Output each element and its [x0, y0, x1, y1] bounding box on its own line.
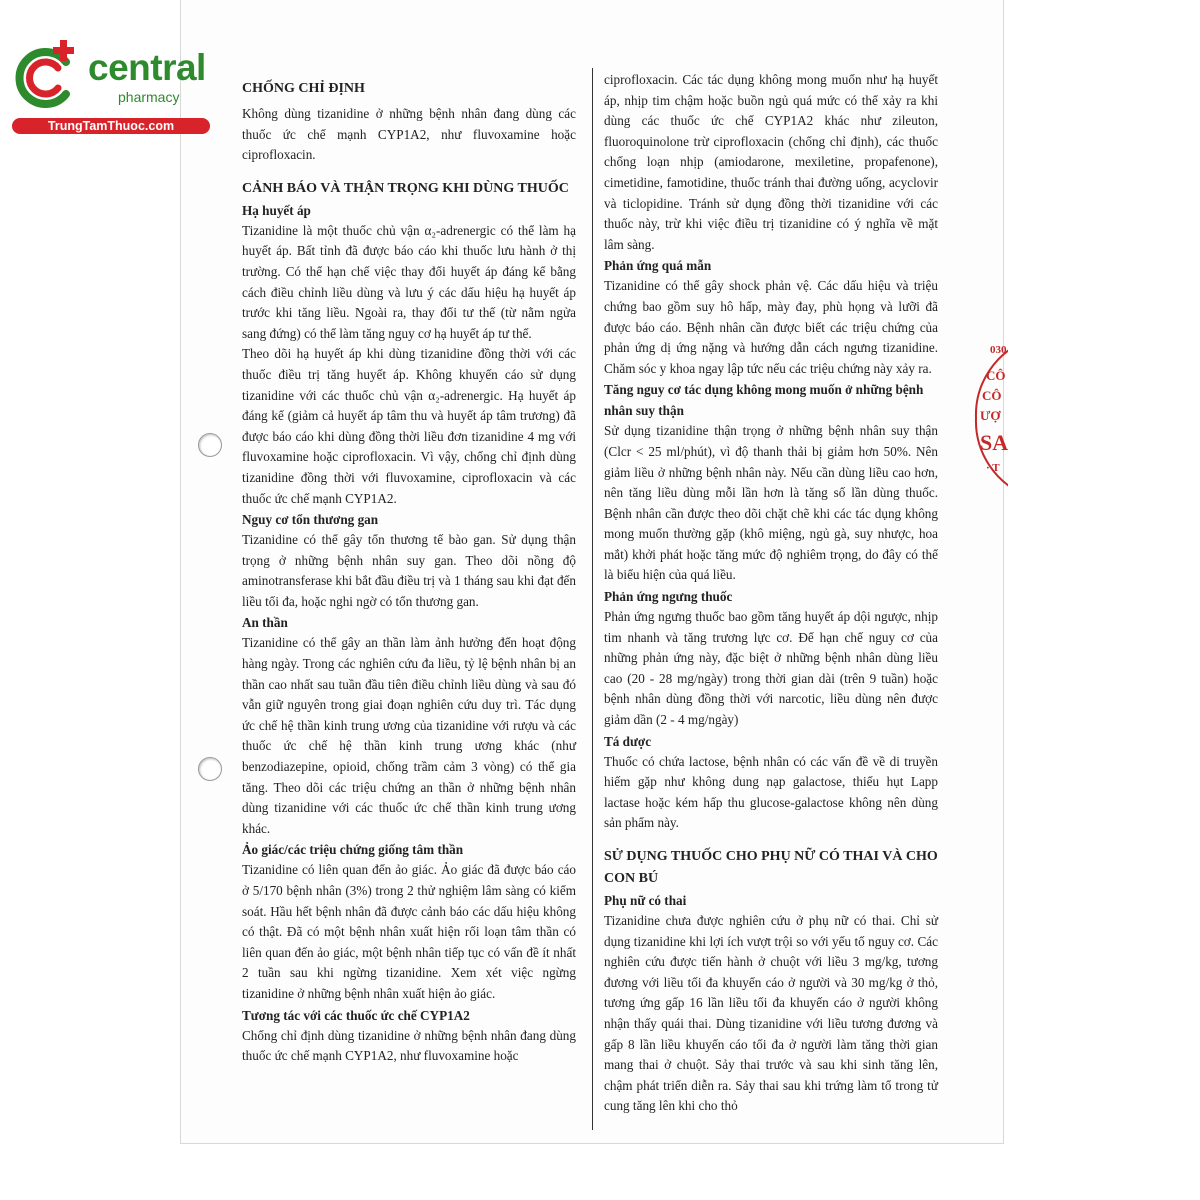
hypersensitivity-heading: Phản ứng quá mẫn [604, 258, 712, 274]
excipient-heading: Tá dược [604, 733, 652, 749]
warnings-heading: CẢNH BÁO VÀ THẬN TRỌNG KHI DÙNG THUỐC [242, 180, 569, 196]
logo-sub: pharmacy [118, 89, 180, 105]
red-stamp [968, 338, 1008, 498]
punch-hole [198, 433, 222, 457]
pregnancy-paragraph: Tizanidine chưa được nghiên cứu ở phụ nữ có thai. Chỉ sử dụng tizanidine khi lợi ích vượt trội so với yếu tố nguy cơ. Các nghiên cứu được tiến hành ở chuột với liều 3 mg/kg, tương đương với liều tối đa khuyến cáo ở người và 30 mg/kg ở thỏ, tương ứng gấp 16 lần liều tối đa khuyến cáo ở người không nhận thấy quái thai. Dùng tizanidine với liều tương đương và gấp 8 lần liều khuyến cáo tối đa ở người làm tăng thời gian mang thai ở chuột. Sảy thai trước và sau khi sinh tăng lên, chậm phát triển diễn ra. Sảy thai sau khi trứng làm tổ trong tử cung tăng lên khi cho thỏ [604, 913, 938, 1114]
hypotension-paragraph: Theo dõi hạ huyết áp khi dùng tizanidine đồng thời với các thuốc điều trị tăng huyết áp. Không khuyến cáo sử dụng tizanidine với các thuốc chủ vận α₂-adrenergic. Hạ huyết áp đáng kể (giảm cả huyết áp tâm thu và huyết áp tâm trương) đã được báo cáo khi dùng đồng thời liều đơn tizanidine 4 mg với fluvoxamine hoặc ciprofloxacin. Vì vậy, chống chỉ định dùng tizanidine đồng thời với fluvoxamine, ciprofloxacin và các thuốc ức chế mạnh CYP1A2. [242, 346, 576, 506]
hypotension-heading: Hạ huyết áp [242, 202, 311, 218]
liver-paragraph: Tizanidine có thể gây tổn thương tế bào gan. Sử dụng thận trọng ở những bệnh nhân suy gan. Theo dõi nồng độ aminotransferase khi bắt đầu điều trị và 1 tháng sau khi đạt đến liều tối đa, hoặc nghi ngờ có tổn thương gan. [242, 532, 576, 609]
hypersensitivity-paragraph: Tizanidine có thể gây shock phản vệ. Các dấu hiệu và triệu chứng bao gồm suy hô hấp, mày đay, phù họng và lưỡi đã được báo cáo. Bệnh nhân cần được biết các triệu chứng của phản ứng dị ứng nặng và hướng dẫn cách ngưng tizanidine. Chăm sóc y khoa ngay lập tức nếu các triệu chứng này xảy ra. [604, 278, 938, 376]
contraindication-text: Không dùng tizanidine ở những bệnh nhân đang dùng các thuốc ức chế mạnh CYP1A2, như fluvoxamine hoặc ciprofloxacin. [242, 106, 576, 163]
sedation-heading: An thần [242, 615, 288, 631]
stamp-text: CÔ [986, 368, 1006, 383]
renal-heading: Tăng nguy cơ tác dụng không mong muốn ở những bệnh nhân suy thận [604, 382, 924, 419]
withdrawal-heading: Phản ứng ngưng thuốc [604, 589, 733, 605]
left-column [242, 78, 576, 1067]
stamp-text: 030 [990, 344, 1007, 356]
logo-url: TrungTamThuoc.com [12, 118, 210, 134]
excipient-paragraph: Thuốc có chứa lactose, bệnh nhân có các vấn đề về di truyền hiếm gặp như không dung nạp galactose, thiếu hụt Lapp lactase hoặc kém hấp thu glucose-galactose không nên dùng sản phẩm này. [604, 753, 938, 831]
cyp1a2-heading: Tương tác với các thuốc ức chế CYP1A2 [242, 1007, 470, 1023]
renal-paragraph: Sử dụng tizanidine thận trọng ở những bệnh nhân suy thận (Clcr < 25 ml/phút), vì độ thanh thải bị giảm hơn 50%. Nên giảm liều ở những bệnh nhân này. Nếu cần dùng liều cao hơn, nên tăng liều dùng mỗi lần hơn là tăng số lần dùng thuốc. Bệnh nhân cần được theo dõi chặt chẽ khi các tác dụng không mong muốn thường gặp (khô miệng, ngủ gà, suy nhược, hoa mắt) khởi phát hoặc tăng mức độ nghiêm trọng, do đây có thể là biểu hiện của quá liều. [604, 423, 938, 583]
right-column [604, 70, 938, 1117]
cyp1a2-paragraph: Chống chỉ định dùng tizanidine ở những bệnh nhân đang dùng thuốc ức chế mạnh CYP1A2, như fluvoxamine hoặc [242, 1027, 576, 1064]
column-divider [592, 68, 593, 1130]
stamp-text: CÔ [982, 388, 1002, 403]
stamp-text: SA [980, 430, 1008, 455]
hallucination-paragraph: Tizanidine có liên quan đến ảo giác. Ảo giác đã được báo cáo ở 5/170 bệnh nhân (3%) trong 2 thử nghiệm lâm sàng có kiểm soát. Hầu hết bệnh nhân đã được cảnh báo các dấu hiệu không có thật. Đã có một bệnh nhân xuất hiện rối loạn tâm thần có liên quan đến ảo giác, một bệnh nhân tiếp tục có vấn đề ít nhất 2 tuần sau khi ngừng tizanidine. Xem xét việc ngừng tizanidine ở những bệnh nhân xuất hiện ảo giác. [242, 862, 576, 1001]
liver-heading: Nguy cơ tổn thương gan [242, 512, 379, 528]
logo-mark-icon [8, 38, 88, 118]
central-pharmacy-logo [8, 38, 213, 138]
cyp1a2-paragraph-continued: ciprofloxacin. Các tác dụng không mong muốn như hạ huyết áp, nhịp tim chậm hoặc buồn ngủ quá mức có thể xảy ra khi dùng các thuốc ức chế CYP1A2 khác như zileuton, fluoroquinolone trừ ciprofloxacin (chống chỉ định), các thuốc chống loạn nhịp (amiodarone, mexiletine, propafenone), cimetidine, famotidine, thuốc tránh thai đường uống, acyclovir và ticlopidine. Tránh sử dụng đồng thời tizanidine với các thuốc này, trừ khi việc điều trị tizanidine có ý nghĩa về mặt lâm sàng. [604, 72, 938, 252]
logo-brand: central [88, 47, 206, 88]
hypotension-paragraph: Tizanidine là một thuốc chủ vận α₂-adrenergic có thể làm hạ huyết áp. Bất tỉnh đã được báo cáo khi thuốc lưu hành ở thị trường. Có thể hạn chế việc thay đổi huyết áp đáng kể bằng cách điều chỉnh liều dùng và lưu ý các dấu hiệu hạ huyết áp trước khi tăng liều. Ngoài ra, thay đổi tư thế (từ nằm ngửa sang đứng) có thể làm tăng nguy cơ hạ huyết áp tư thế. [242, 222, 576, 341]
hallucination-heading: Ảo giác/các triệu chứng giống tâm thần [242, 842, 464, 858]
punch-hole [198, 757, 222, 781]
pregnancy-heading: SỬ DỤNG THUỐC CHO PHỤ NỮ CÓ THAI VÀ CHO CON BÚ [604, 849, 938, 886]
pregnant-women-heading: Phụ nữ có thai [604, 893, 687, 908]
withdrawal-paragraph: Phản ứng ngưng thuốc bao gồm tăng huyết áp dội ngược, nhịp tim nhanh và tăng trương lực cơ. Để hạn chế nguy cơ của những phản ứng này, đặc biệt ở những bệnh nhân dùng liều cao (20 - 28 mg/ngày) trong thời gian dài (trên 9 tuần) hoặc bệnh nhân dùng đồng thời với narcotic, liều dùng nên được giảm dần (2 - 4 mg/ngày) [604, 609, 938, 728]
contraindication-heading: CHỐNG CHỈ ĐỊNH [242, 81, 365, 96]
sedation-paragraph: Tizanidine có thể gây an thần làm ảnh hưởng đến hoạt động hàng ngày. Trong các nghiên cứu đa liều, tỷ lệ bệnh nhân bị an thần cao nhất sau tuần đầu tiên điều chỉnh liều dùng và sau đó vẫn giữ nguyên trong giai đoạn nghiên cứu duy trì. Tác dụng ức chế hệ thần kinh trung ương của tizanidine với rượu và các thuốc ức chế hệ thần kinh trung ương khác (như benzodiazepine, opioid, chống trầm cảm 3 vòng) có thể gia tăng. Theo dõi các triệu chứng an thần ở những bệnh nhân dùng tizanidine với các thuốc ức chế thần kinh trung ương khác. [242, 635, 576, 836]
stamp-text: ƯỢ [980, 408, 1001, 423]
stamp-text: · T [986, 462, 1000, 474]
